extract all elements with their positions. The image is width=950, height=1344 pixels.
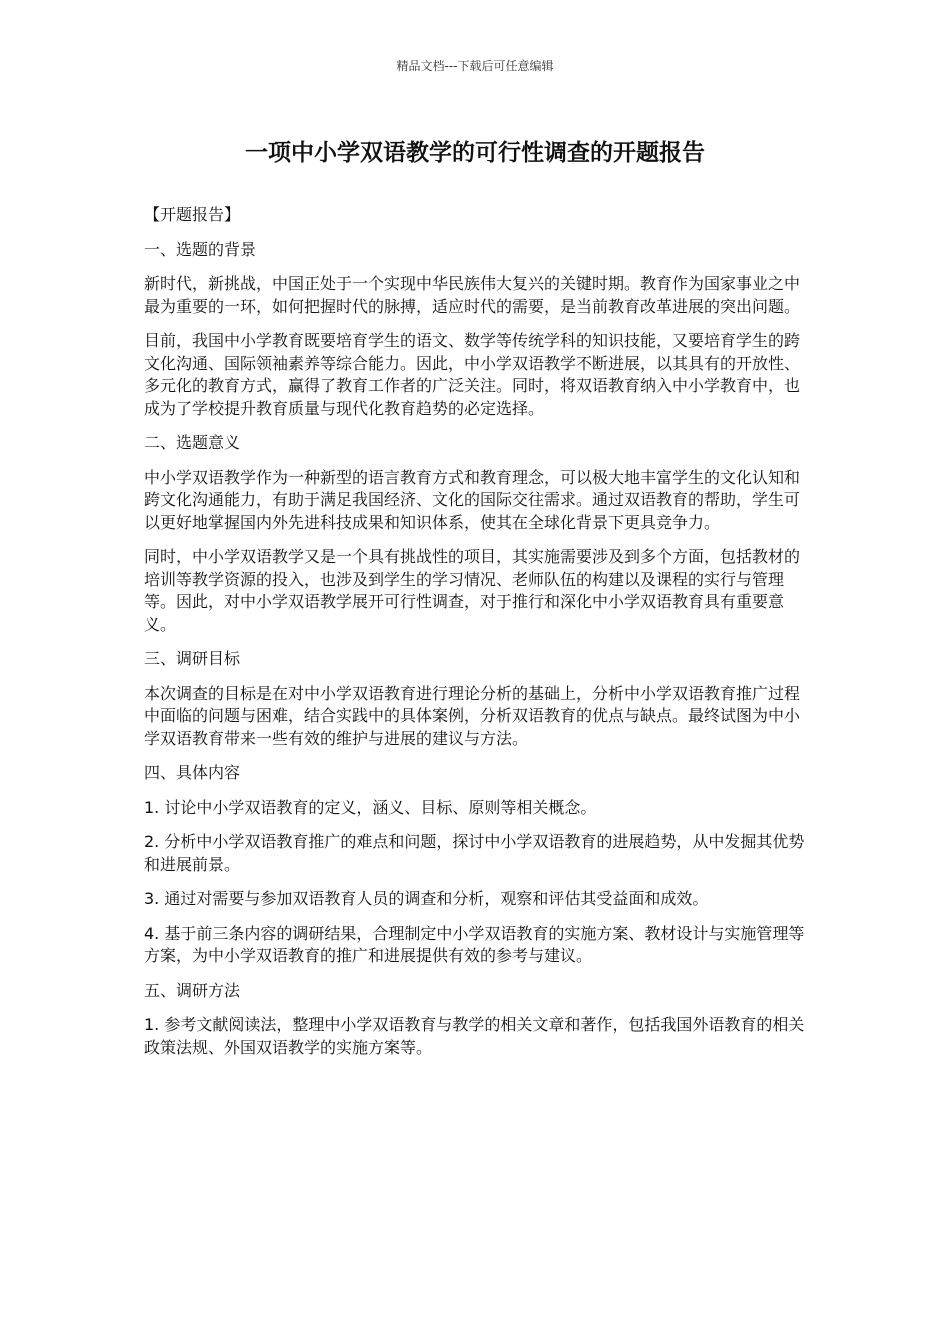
section-heading-significance: 二、选题意义: [144, 433, 241, 452]
document-title: 一项中小学双语教学的可行性调查的开题报告: [245, 140, 705, 166]
list-item: 3. 通过对需要与参加双语教育人员的调查和分析，观察和评估其受益面和成效。: [144, 889, 709, 908]
section-heading-opening: 【开题报告】: [144, 205, 241, 224]
page-header-note: 精品文档---下载后可任意编辑: [396, 59, 554, 73]
paragraph: 本次调查的目标是在对中小学双语教育进行理论分析的基础上，分析中小学双语教育推广过程中面临的问题与困难，结合实践中的具体案例，分析双语教育的优点与缺点。最终试图为中小学双语教育带来一些有效的维护与进展的建议与方法。: [144, 683, 801, 748]
section-heading-background: 一、选题的背景: [144, 239, 257, 259]
list-item: 1. 讨论中小学双语教育的定义，涵义、目标、原则等相关概念。: [144, 797, 597, 817]
section-heading-methods: 五、调研方法: [144, 980, 241, 1000]
paragraph: 中小学双语教学作为一种新型的语言教育方式和教育理念，可以极大地丰富学生的文化认知和跨文化沟通能力，有助于满足我国经济、文化的国际交往需求。通过双语教育的帮助，学生可以更好地掌握国内外先进科技成果和知识体系，使其在全球化背景下更具竞争力。: [144, 467, 801, 532]
paragraph: 新时代，新挑战，中国正处于一个实现中华民族伟大复兴的关键时期。教育作为国家事业之中最为重要的一环，如何把握时代的脉搏，适应时代的需要，是当前教育改革进展的突出问题。: [144, 274, 801, 316]
list-item: 2. 分析中小学双语教育推广的难点和问题，探讨中小学双语教育的进展趋势，从中发掘其优势和进展前景。: [144, 832, 805, 874]
section-heading-goals: 三、调研目标: [144, 649, 241, 668]
section-heading-content: 四、具体内容: [144, 763, 241, 782]
document-body: [144, 204, 808, 1071]
list-item: 1. 参考文献阅读法，整理中小学双语教育与教学的相关文章和著作，包括我国外语教育的相关政策法规、外国双语教学的实施方案等。: [144, 1015, 805, 1057]
paragraph: 同时，中小学双语教学又是一个具有挑战性的项目，其实施需要涉及到多个方面，包括教材的培训等教学资源的投入，也涉及到学生的学习情况、老师队伍的构建以及课程的实行与管理等。因此，对中小学双语教学展开可行性调查，对于推行和深化中小学双语教育具有重要意义。: [144, 547, 801, 634]
list-item: 4. 基于前三条内容的调研结果，合理制定中小学双语教育的实施方案、教材设计与实施管理等方案，为中小学双语教育的推广和进展提供有效的参考与建议。: [144, 923, 805, 965]
paragraph: 目前，我国中小学教育既要培育学生的语文、数学等传统学科的知识技能，又要培育学生的跨文化沟通、国际领袖素养等综合能力。因此，中小学双语教学不断进展，以其具有的开放性、多元化的教育方式，赢得了教育工作者的广泛关注。同时，将双语教育纳入中小学教育中，也成为了学校提升教育质量与现代化教育趋势的必定选择。: [144, 331, 801, 418]
